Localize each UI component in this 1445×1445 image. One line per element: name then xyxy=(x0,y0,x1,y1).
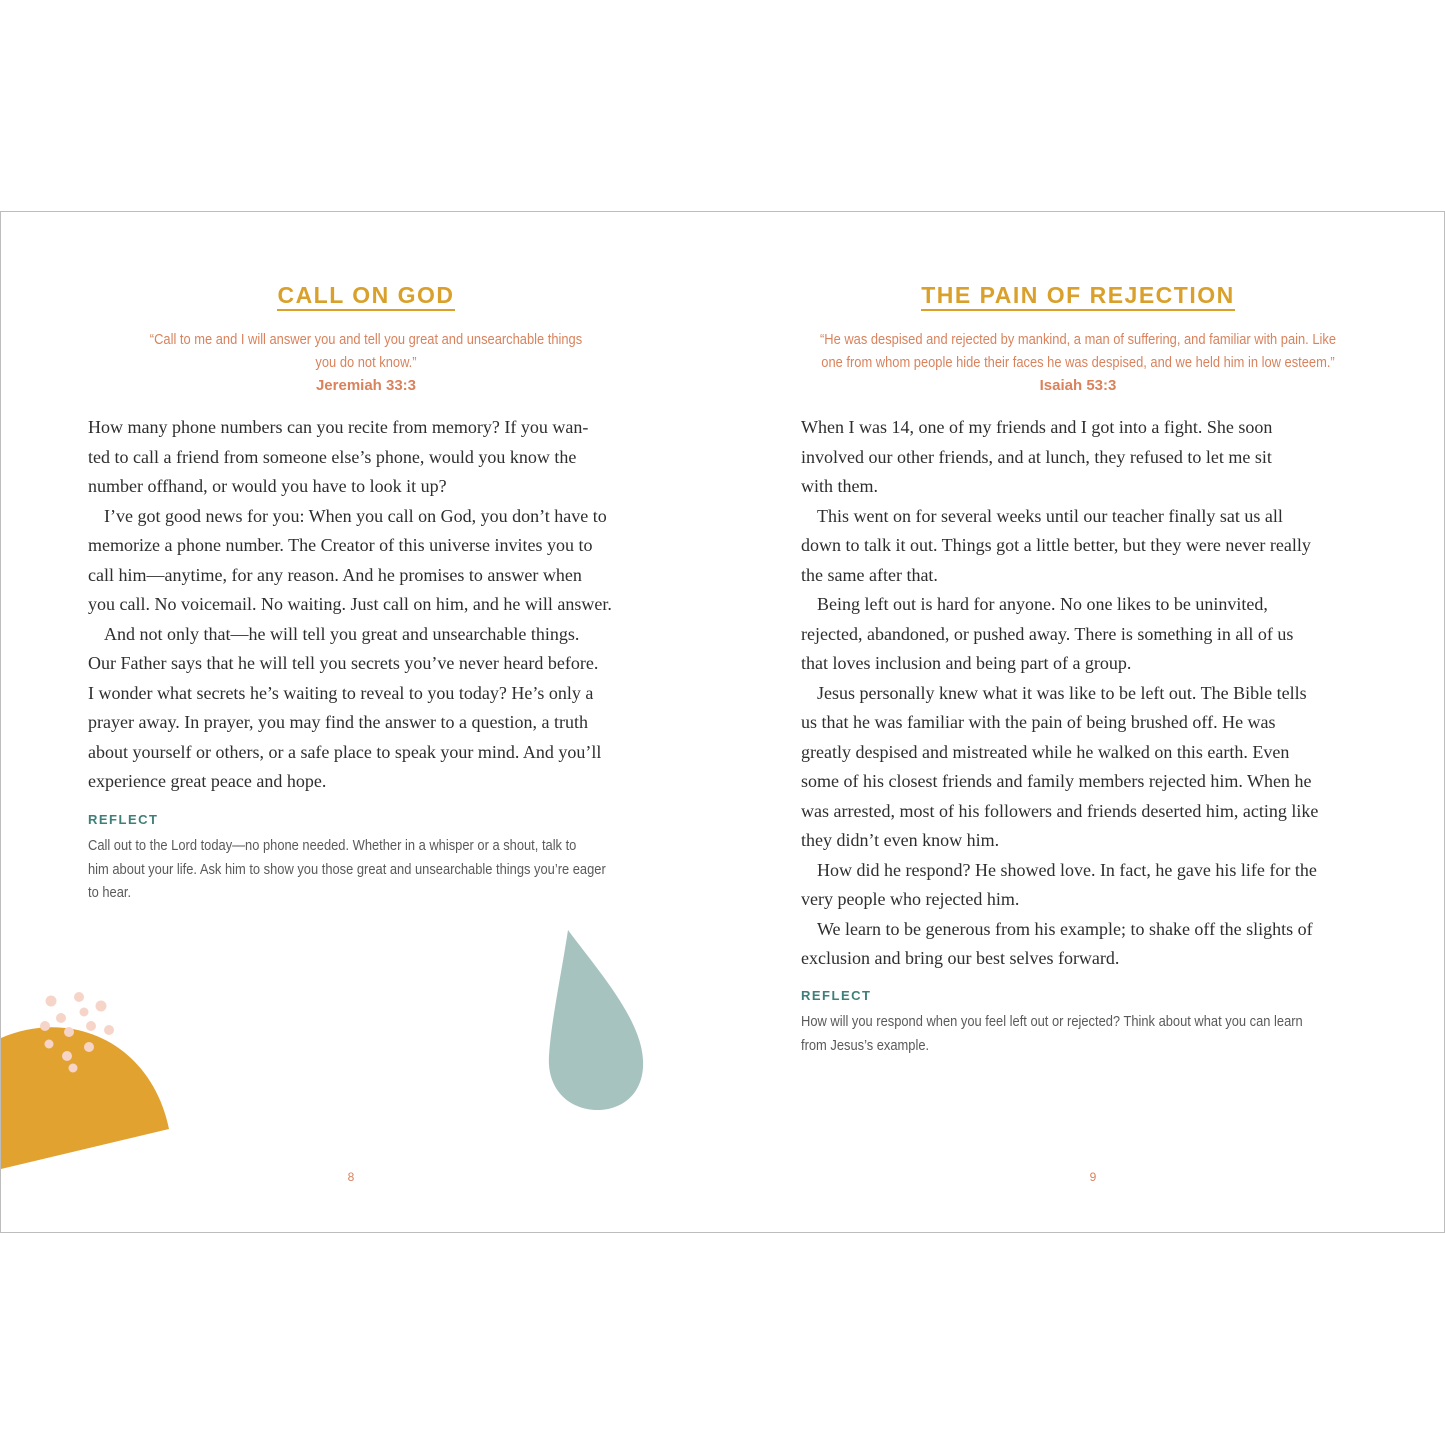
body-line: Being left out is hard for anyone. No one likes to be uninvited, xyxy=(817,594,1268,614)
body-line: with them. xyxy=(801,476,878,496)
reflect-line: from Jesus’s example. xyxy=(801,1036,930,1054)
body-line: us that he was familiar with the pain of being brushed off. He was xyxy=(801,712,1276,732)
body-line: call him—anytime, for any reason. And he promises to answer when xyxy=(88,564,582,585)
body-line: rejected, abandoned, or pushed away. There is something in all of us xyxy=(801,623,1294,644)
teal-drop-shape xyxy=(549,930,643,1110)
reflect-line: to hear. xyxy=(88,884,132,901)
body-line: number offhand, or would you have to look it up? xyxy=(88,476,447,496)
body-line: prayer away. In prayer, you may find the answer to a question, a truth xyxy=(88,712,588,732)
body-line: greatly despised and mistreated while he walked on this earth. Even xyxy=(801,741,1290,762)
right-page xyxy=(723,212,1444,1232)
left-body-text xyxy=(88,413,648,797)
reflect-line: How will you respond when you feel left out or rejected? Think about what you can learn xyxy=(801,1013,1303,1030)
body-line: the same after that. xyxy=(801,564,938,585)
body-line: How did he respond? He showed love. In fact, he gave his life for the xyxy=(817,859,1317,880)
right-scripture-quote xyxy=(794,328,1362,374)
left-page xyxy=(1,212,723,1232)
body-line: And not only that—he will tell you great and unsearchable things. xyxy=(104,623,580,644)
right-scripture-reference: Isaiah 53:3 xyxy=(1039,377,1117,394)
left-reflect-text xyxy=(88,834,606,905)
book-spread xyxy=(0,211,1445,1233)
left-scripture-quote xyxy=(104,328,629,374)
half-circle-dots-decoration xyxy=(1,982,181,1182)
body-line: experience great peace and hope. xyxy=(88,771,327,791)
right-page-number: 9 xyxy=(1089,1170,1097,1184)
body-line: involved our other friends, and at lunch, they refused to let me sit xyxy=(801,446,1272,467)
left-scripture-reference: Jeremiah 33:3 xyxy=(315,377,417,394)
body-line: exclusion and bring our best selves forward. xyxy=(801,948,1120,968)
right-reflect-text xyxy=(801,1010,1303,1057)
body-line: We learn to be generous from his example; to shake off the slights of xyxy=(817,918,1313,939)
body-line: very people who rejected him. xyxy=(801,889,1020,909)
right-body-text xyxy=(801,413,1359,974)
quote-line: “He was despised and rejected by mankind, a man of suffering, and familiar with pain. Like xyxy=(819,331,1337,348)
quote-line: you do not know.” xyxy=(315,354,417,371)
body-line: you call. No voicemail. No waiting. Just call on him, and he will answer. xyxy=(88,594,612,614)
body-line: memorize a phone number. The Creator of this universe invites you to xyxy=(88,535,593,555)
body-line: some of his closest friends and family members rejected him. When he xyxy=(801,771,1312,791)
left-page-number: 8 xyxy=(347,1170,355,1184)
body-line: down to talk it out. Things got a little better, but they were never really xyxy=(801,535,1311,555)
body-line: ted to call a friend from someone else’s phone, would you know the xyxy=(88,446,577,467)
body-line: Our Father says that he will tell you secrets you’ve never heard before. xyxy=(88,653,599,673)
right-page-title: THE PAIN OF REJECTION xyxy=(801,280,1355,310)
body-line: How many phone numbers can you recite from memory? If you wan- xyxy=(88,417,589,437)
body-line: Jesus personally knew what it was like to be left out. The Bible tells xyxy=(817,682,1307,703)
body-line: When I was 14, one of my friends and I got into a fight. She soon xyxy=(801,417,1273,437)
body-line: was arrested, most of his followers and friends deserted him, acting like xyxy=(801,800,1319,821)
body-line: I wonder what secrets he’s waiting to reveal to you today? He’s only a xyxy=(88,682,594,703)
body-line: about yourself or others, or a safe place to speak your mind. And you’ll xyxy=(88,741,602,762)
quote-line: “Call to me and I will answer you and tell you great and unsearchable things xyxy=(149,331,583,348)
body-line: they didn’t even know him. xyxy=(801,830,1000,850)
left-reflect-label: REFLECT xyxy=(88,812,159,827)
reflect-line: him about your life. Ask him to show you those great and unsearchable things you’re eager xyxy=(88,860,606,878)
body-line: This went on for several weeks until our teacher finally sat us all xyxy=(817,505,1283,526)
body-line: I’ve got good news for you: When you call on God, you don’t have to xyxy=(104,505,607,526)
body-line: that loves inclusion and being part of a group. xyxy=(801,653,1132,673)
quote-line: one from whom people hide their faces he was despised, and we held him in low esteem.” xyxy=(821,354,1335,371)
teardrop-decoration xyxy=(541,924,651,1114)
right-reflect-label: REFLECT xyxy=(801,988,872,1003)
reflect-line: Call out to the Lord today—no phone needed. Whether in a whisper or a shout, talk to xyxy=(88,837,577,854)
left-page-title: CALL ON GOD xyxy=(88,280,644,310)
